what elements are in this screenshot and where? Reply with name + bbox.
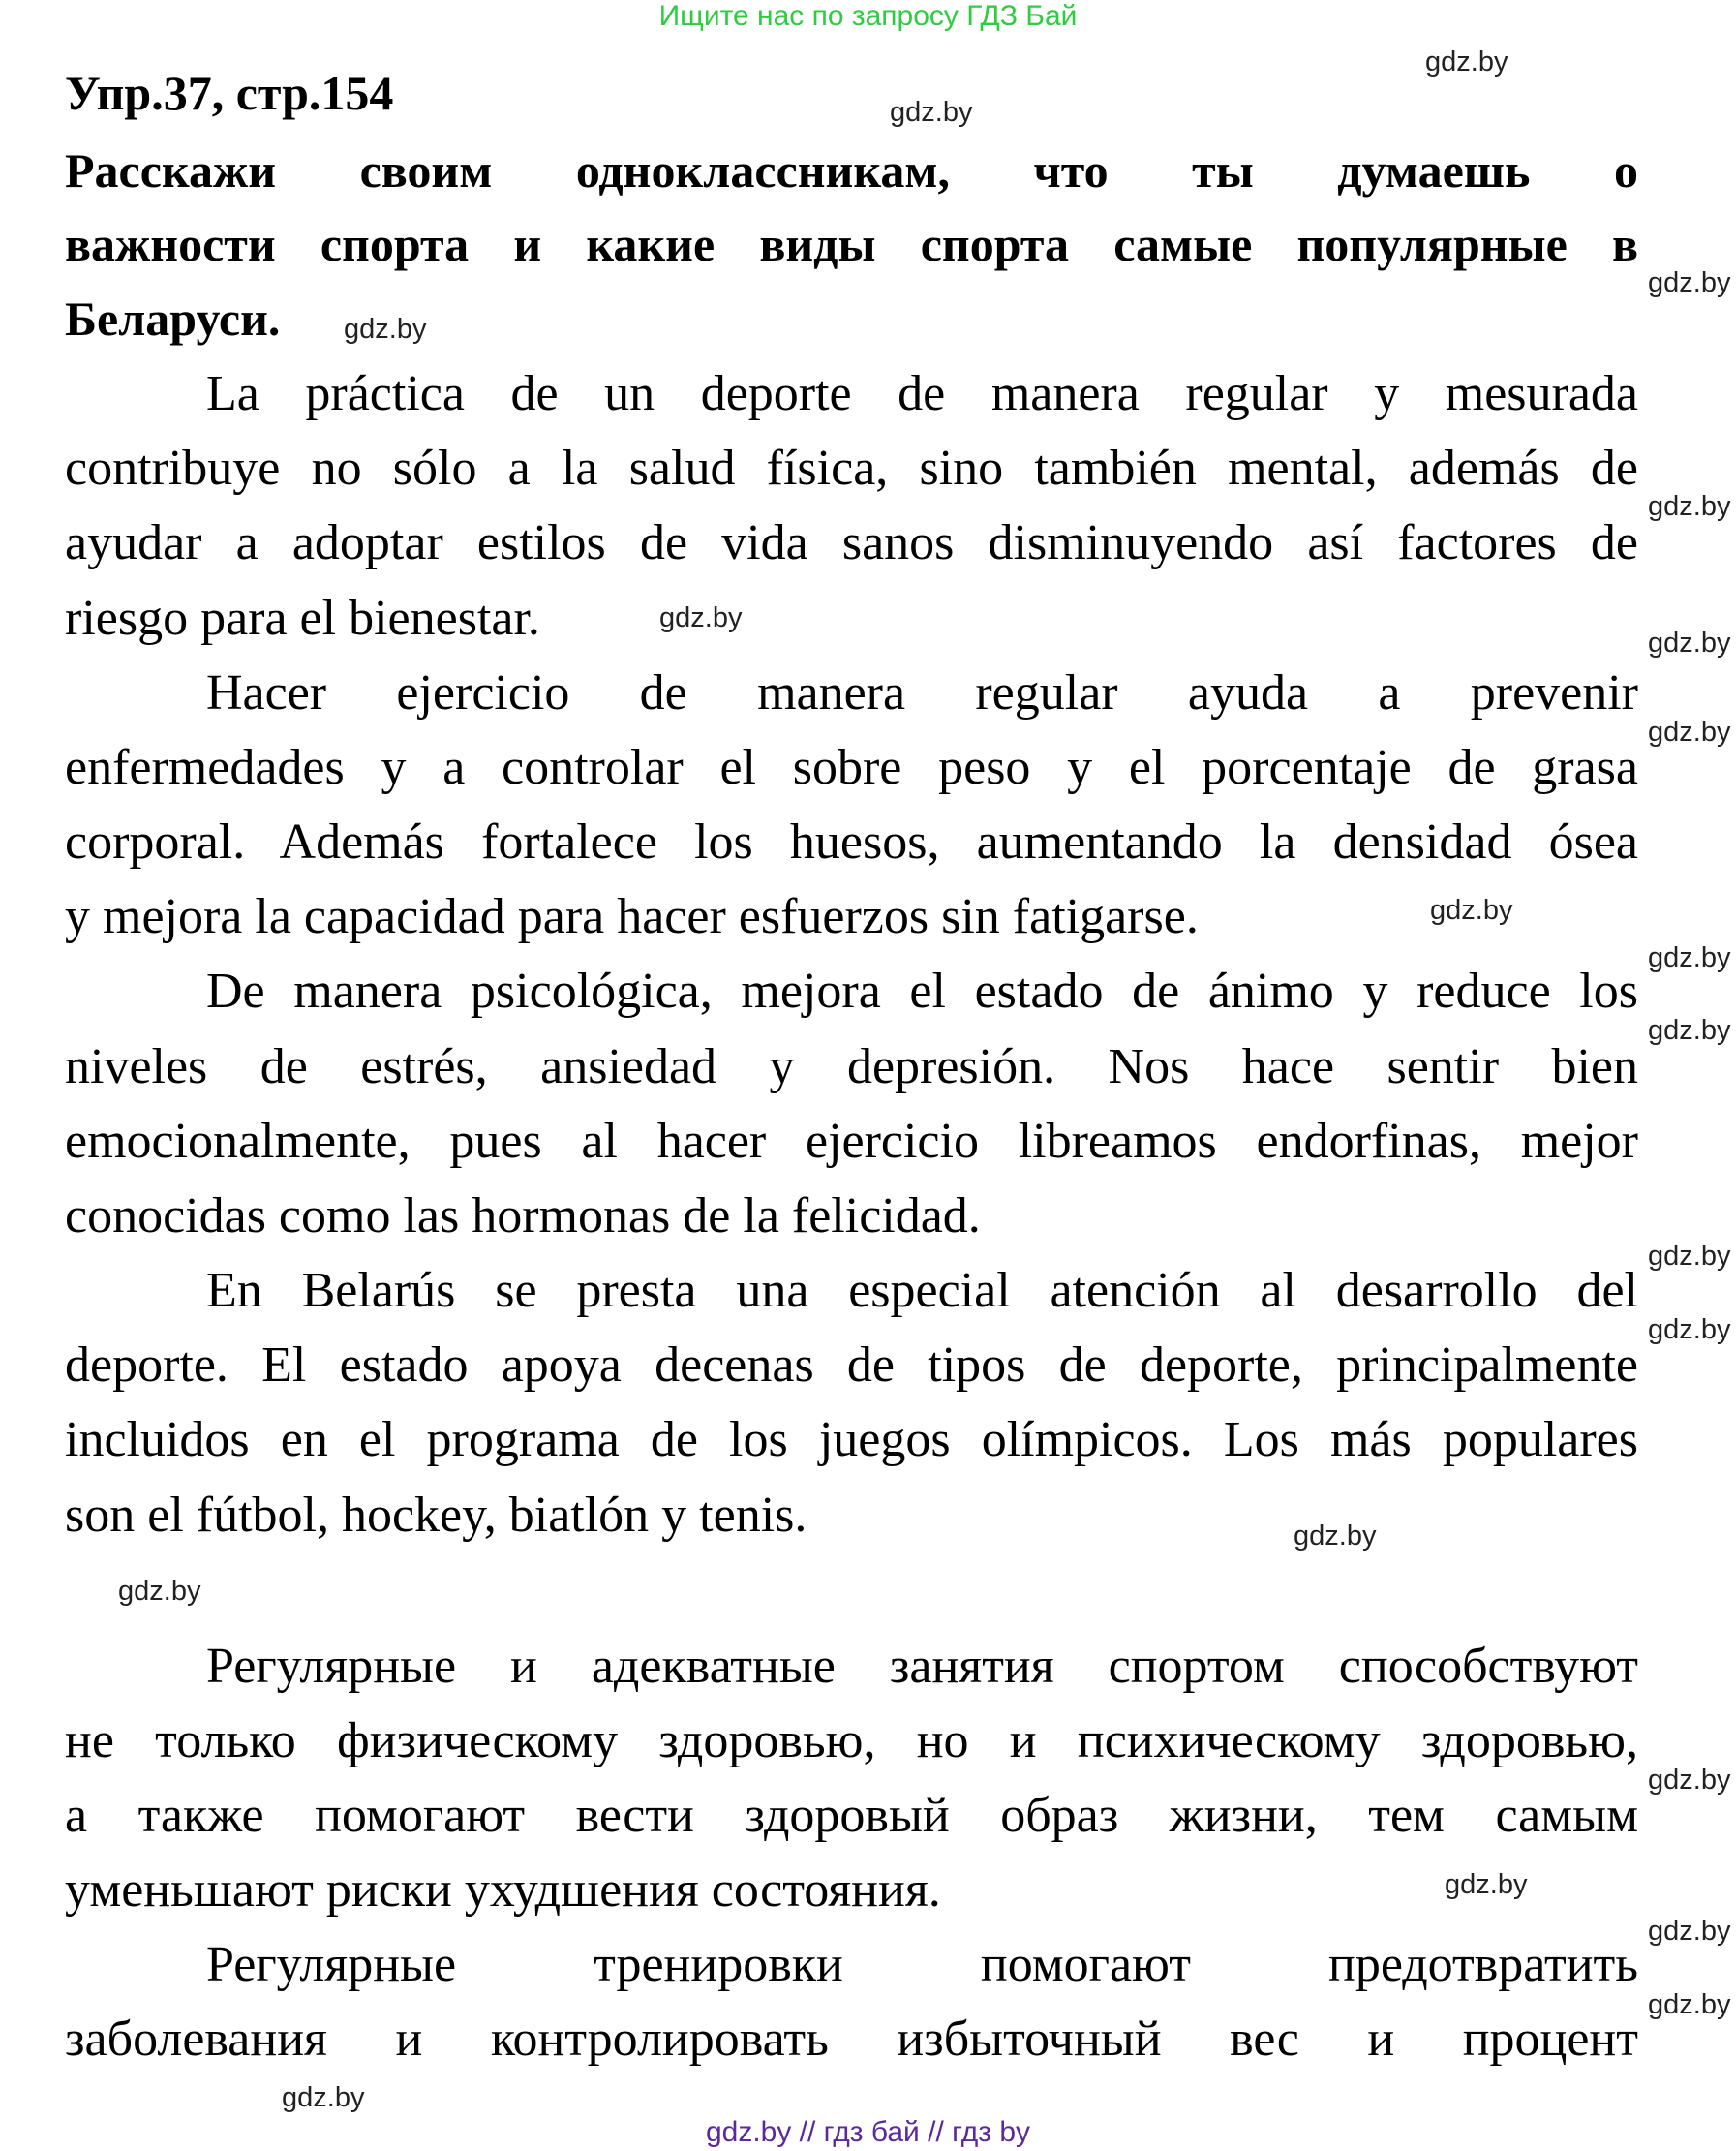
paragraph-line: incluidos en el programa de los juegos olímpicos. Los más populares bbox=[65, 1412, 1638, 1467]
paragraph-line: не только физическому здоровью, но и психическому здоровью, bbox=[65, 1713, 1638, 1768]
paragraph-line: La práctica de un deporte de manera regular y mesurada bbox=[206, 366, 1638, 421]
watermark-text: gdz.by bbox=[1648, 267, 1731, 298]
watermark-text: gdz.by bbox=[1648, 942, 1731, 973]
task-line: Беларуси. bbox=[65, 292, 281, 346]
watermark-text: gdz.by bbox=[1430, 895, 1513, 926]
footer-banner: gdz.by // гдз бай // гдз by bbox=[705, 2116, 1031, 2148]
search-banner: Ищите нас по запросу ГДЗ Бай bbox=[658, 0, 1078, 32]
paragraph-line: ayudar a adoptar estilos de vida sanos disminuyendo así factores de bbox=[65, 515, 1638, 570]
paragraph-line: deporte. El estado apoya decenas de tipos de deporte, principalmente bbox=[65, 1337, 1638, 1393]
watermark-text: gdz.by bbox=[1648, 1241, 1731, 1272]
paragraph-line: заболевания и контролировать избыточный вес и процент bbox=[65, 2012, 1638, 2067]
paragraph-line: corporal. Además fortalece los huesos, aumentando la densidad ósea bbox=[65, 814, 1638, 870]
paragraph-line: уменьшают риски ухудшения состояния. bbox=[65, 1862, 941, 1918]
watermark-text: gdz.by bbox=[1648, 1314, 1731, 1345]
watermark-text: gdz.by bbox=[118, 1576, 201, 1607]
paragraph-line: Регулярные тренировки помогают предотвратить bbox=[206, 1937, 1638, 1992]
paragraph-line: son el fútbol, hockey, biatlón y tenis. bbox=[65, 1488, 807, 1543]
watermark-text: gdz.by bbox=[344, 314, 427, 345]
watermark-text: gdz.by bbox=[890, 97, 973, 128]
watermark-text: gdz.by bbox=[1648, 717, 1731, 748]
paragraph-line: enfermedades y a controlar el sobre peso y el porcentaje de grasa bbox=[65, 740, 1638, 795]
exercise-title: Упр.37, стр.154 bbox=[65, 66, 394, 120]
watermark-text: gdz.by bbox=[1648, 1015, 1731, 1046]
watermark-text: gdz.by bbox=[1648, 1916, 1731, 1947]
paragraph-line: Регулярные и адекватные занятия спортом способствуют bbox=[206, 1639, 1638, 1694]
watermark-text: gdz.by bbox=[1648, 1989, 1731, 2020]
paragraph-line: а также помогают вести здоровый образ жизни, тем самым bbox=[65, 1788, 1638, 1843]
paragraph-line: contribuye no sólo a la salud física, sino también mental, además de bbox=[65, 441, 1638, 496]
paragraph-line: y mejora la capacidad para hacer esfuerzos sin fatigarse. bbox=[65, 889, 1199, 944]
watermark-text: gdz.by bbox=[1648, 628, 1731, 659]
paragraph-line: conocidas como las hormonas de la felicidad. bbox=[65, 1188, 981, 1244]
watermark-text: gdz.by bbox=[1648, 1765, 1731, 1796]
watermark-text: gdz.by bbox=[1425, 46, 1508, 77]
paragraph-line: niveles de estrés, ansiedad y depresión. Nos hace sentir bien bbox=[65, 1039, 1638, 1094]
paragraph-line: riesgo para el bienestar. bbox=[65, 591, 540, 646]
watermark-text: gdz.by bbox=[1445, 1869, 1528, 1900]
paragraph-line: En Belarús se presta una especial atención al desarrollo del bbox=[206, 1263, 1638, 1318]
watermark-text: gdz.by bbox=[1294, 1521, 1377, 1552]
watermark-text: gdz.by bbox=[282, 2082, 365, 2113]
paragraph-line: Hacer ejercicio de manera regular ayuda a prevenir bbox=[206, 665, 1638, 721]
paragraph-line: De manera psicológica, mejora el estado de ánimo y reduce los bbox=[206, 964, 1638, 1019]
watermark-text: gdz.by bbox=[659, 602, 743, 633]
task-line: важности спорта и какие виды спорта самые популярные в bbox=[65, 217, 1638, 271]
paragraph-line: emocionalmente, pues al hacer ejercicio libreamos endorfinas, mejor bbox=[65, 1114, 1638, 1169]
task-line: Расскажи своим одноклассникам, что ты думаешь о bbox=[65, 143, 1638, 198]
watermark-text: gdz.by bbox=[1648, 491, 1731, 522]
